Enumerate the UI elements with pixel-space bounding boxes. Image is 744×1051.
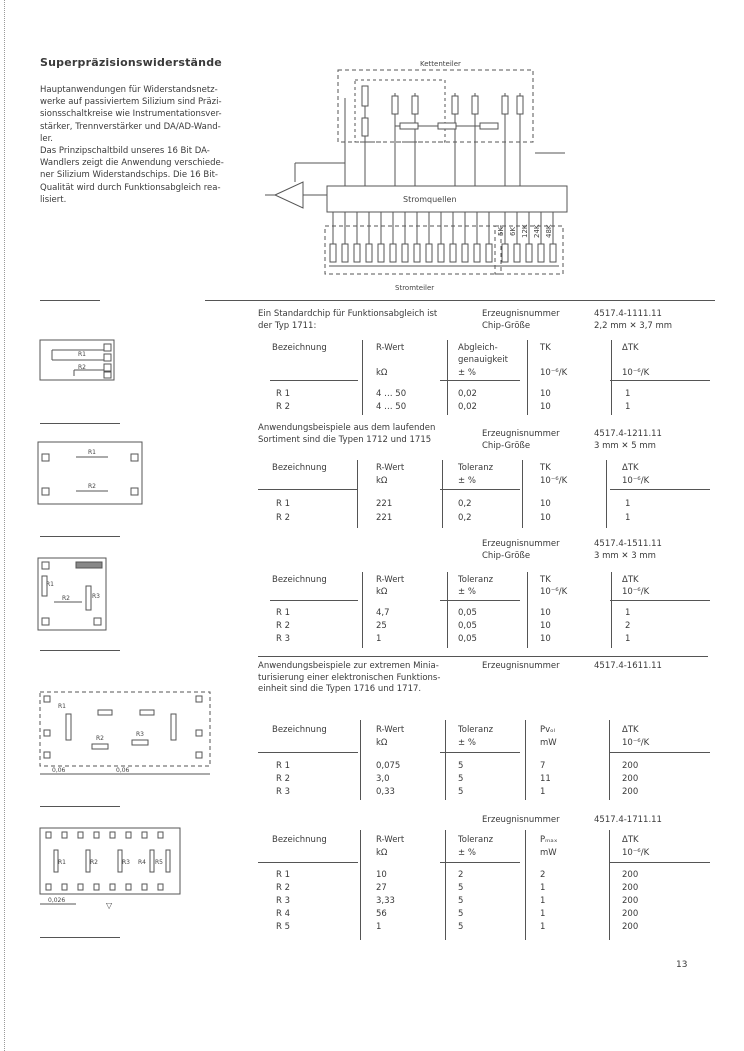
unit-toleranz: ± % [458, 587, 476, 597]
unit-rwert: kΩ [376, 368, 388, 378]
col-header-dtk: ΔTK [622, 463, 639, 473]
unit-power: mW [540, 738, 557, 748]
section-1712-description: Anwendungsbeispiele aus dem laufenden Sortiment sind die Typen 1712 und 1715 [258, 423, 436, 445]
chip-drawing-1711 [38, 338, 118, 383]
col-header-bezeichnung: Bezeichnung [272, 835, 327, 845]
chip-drawing-1715 [36, 556, 108, 632]
product-number: 4517.4-1511.11 [594, 539, 662, 549]
da-converter-schematic [255, 58, 575, 293]
chip-drawing-1716 [36, 690, 216, 780]
col-header-dtk: ΔTK [622, 835, 639, 845]
drawing-label-r1: R1 [78, 351, 86, 358]
unit-dtk: 10⁻⁶/K [622, 587, 650, 597]
label-bit-6k: 6K [509, 226, 517, 236]
unit-rwert: kΩ [376, 476, 388, 486]
col-header-rwert: R-Wert [376, 343, 405, 353]
label-stromquellen: Stromquellen [403, 195, 457, 204]
chip-size: 3 mm ✕ 5 mm [594, 441, 656, 451]
col-header-toleranz: Toleranz [458, 725, 494, 735]
chip-size: 3 mm ✕ 3 mm [594, 551, 656, 561]
unit-tk: 10⁻⁶/K [540, 476, 568, 486]
divider [40, 937, 120, 938]
drawing-label-r4: R4 [138, 859, 146, 866]
divider [40, 806, 120, 807]
unit-power: mW [540, 848, 557, 858]
drawing-label-r3: R3 [122, 859, 130, 866]
unit-tk: 10⁻⁶/K [540, 587, 568, 597]
drawing-label-r1: R1 [58, 859, 66, 866]
dimension-label: 0,06 [52, 767, 66, 774]
label-bit-5k: 5K [497, 226, 505, 236]
col-header-bezeichnung: Bezeichnung [272, 463, 327, 473]
drawing-label-r5: R5 [155, 859, 163, 866]
col-header-rwert: R-Wert [376, 463, 405, 473]
page-title: Superpräzisionswiderstände [40, 56, 222, 69]
product-number-label: Erzeugnisnummer [482, 815, 560, 825]
drawing-label-r1: R1 [58, 703, 66, 710]
divider [258, 656, 708, 657]
col-header-toleranz: Toleranz [458, 575, 494, 585]
unit-dtk: 10⁻⁶/K [622, 476, 650, 486]
unit-dtk: 10⁻⁶/K [622, 848, 650, 858]
dimension-label: 0,026 [48, 897, 66, 904]
divider [40, 423, 120, 424]
product-number-label: Erzeugnisnummer [482, 429, 560, 439]
unit-tk: 10⁻⁶/K [540, 368, 568, 378]
drawing-label-r1: R1 [88, 449, 96, 456]
col-header-toleranz: Toleranz [458, 835, 494, 845]
chip-drawing-1717 [36, 826, 186, 916]
drawing-label-r2: R2 [90, 859, 98, 866]
drawing-label-r3: R3 [136, 731, 144, 738]
unit-toleranz: ± % [458, 848, 476, 858]
product-number-label: Erzeugnisnummer [482, 539, 560, 549]
chip-size-label: Chip-Größe [482, 321, 531, 331]
scan-margin-line [4, 0, 5, 1051]
intro-paragraph: Hauptanwendungen für Widerstandsnetz- werke auf passiviertem Silizium sind Präzi- sionsschaltkreise wie Instrumentationsver- stärker, Trennverstärker und DA/AD-Wand- ler. Das Prinzipschaltbild unseres 16 Bit DA- Wandlers zeigt die Anwendung verschiede- ner Silizium Widerstandschips. Die 16 Bit- Qualität wird durch Funktionsabgleich rea- lisiert. [40, 85, 224, 205]
unit-dtk: 10⁻⁶/K [622, 368, 650, 378]
drawing-label-r1: R1 [46, 581, 54, 588]
unit-toleranz: ± % [458, 476, 476, 486]
product-number-label: Erzeugnisnummer [482, 309, 560, 319]
col-header-dtk: ΔTK [622, 343, 639, 353]
label-bit-48k: 48K [545, 224, 553, 238]
product-number-label: Erzeugnisnummer [482, 661, 560, 671]
col-header-dtk: ΔTK [622, 575, 639, 585]
col-header-dtk: ΔTK [622, 725, 639, 735]
col-header-rwert: R-Wert [376, 725, 405, 735]
col-header-tk: TK [540, 463, 551, 473]
divider [40, 300, 100, 301]
product-number: 4517.4-1111.11 [594, 309, 662, 319]
label-stromteiler: Stromteiler [395, 284, 435, 292]
drawing-label-r2: R2 [88, 483, 96, 490]
unit-dtk: 10⁻⁶/K [622, 738, 650, 748]
label-kettenteiler: Kettenteiler [420, 60, 461, 68]
col-header-rwert: R-Wert [376, 575, 405, 585]
col-header-toleranz: Toleranz [458, 463, 494, 473]
drawing-label-r2: R2 [96, 735, 104, 742]
unit-toleranz: ± % [458, 738, 476, 748]
unit-rwert: kΩ [376, 848, 388, 858]
chip-size-label: Chip-Größe [482, 551, 531, 561]
label-bit-12k: 12K [521, 224, 529, 238]
col-header-bezeichnung: Bezeichnung [272, 343, 327, 353]
unit-rwert: kΩ [376, 738, 388, 748]
col-header-rwert: R-Wert [376, 835, 405, 845]
product-number: 4517.4-1711.11 [594, 815, 662, 825]
section-1711-description: Ein Standardchip für Funktionsabgleich ist der Typ 1711: [258, 309, 438, 331]
product-number: 4517.4-1611.11 [594, 661, 662, 671]
col-header-power: Pvₒₗ [540, 725, 556, 735]
section-1716-description: Anwendungsbeispiele zur extremen Minia- turisierung einer elektronischen Funktions- einheit sind die Typen 1716 und 1717. [258, 661, 441, 694]
col-header-abgleich: Abgleich- genauigkeit [458, 343, 508, 365]
divider [205, 300, 715, 301]
col-header-power: Pₘₐₓ [540, 835, 558, 845]
col-header-bezeichnung: Bezeichnung [272, 575, 327, 585]
col-header-tk: TK [540, 343, 551, 353]
product-number: 4517.4-1211.11 [594, 429, 662, 439]
col-header-tk: TK [540, 575, 551, 585]
divider [40, 536, 120, 537]
label-bit-24k: 24K [533, 224, 541, 238]
divider [40, 650, 120, 651]
dimension-label: 0,06 [116, 767, 130, 774]
chip-drawing-1712 [36, 440, 146, 506]
drawing-label-r2: R2 [78, 364, 86, 371]
drawing-label-r3: R3 [92, 593, 100, 600]
triangle-icon: ▽ [106, 901, 113, 910]
chip-size-label: Chip-Größe [482, 441, 531, 451]
chip-size: 2,2 mm ✕ 3,7 mm [594, 321, 673, 331]
drawing-label-r2: R2 [62, 595, 70, 602]
unit-abgleich: ± % [458, 368, 476, 378]
col-header-bezeichnung: Bezeichnung [272, 725, 327, 735]
unit-rwert: kΩ [376, 587, 388, 597]
page-number: 13 [676, 960, 688, 970]
